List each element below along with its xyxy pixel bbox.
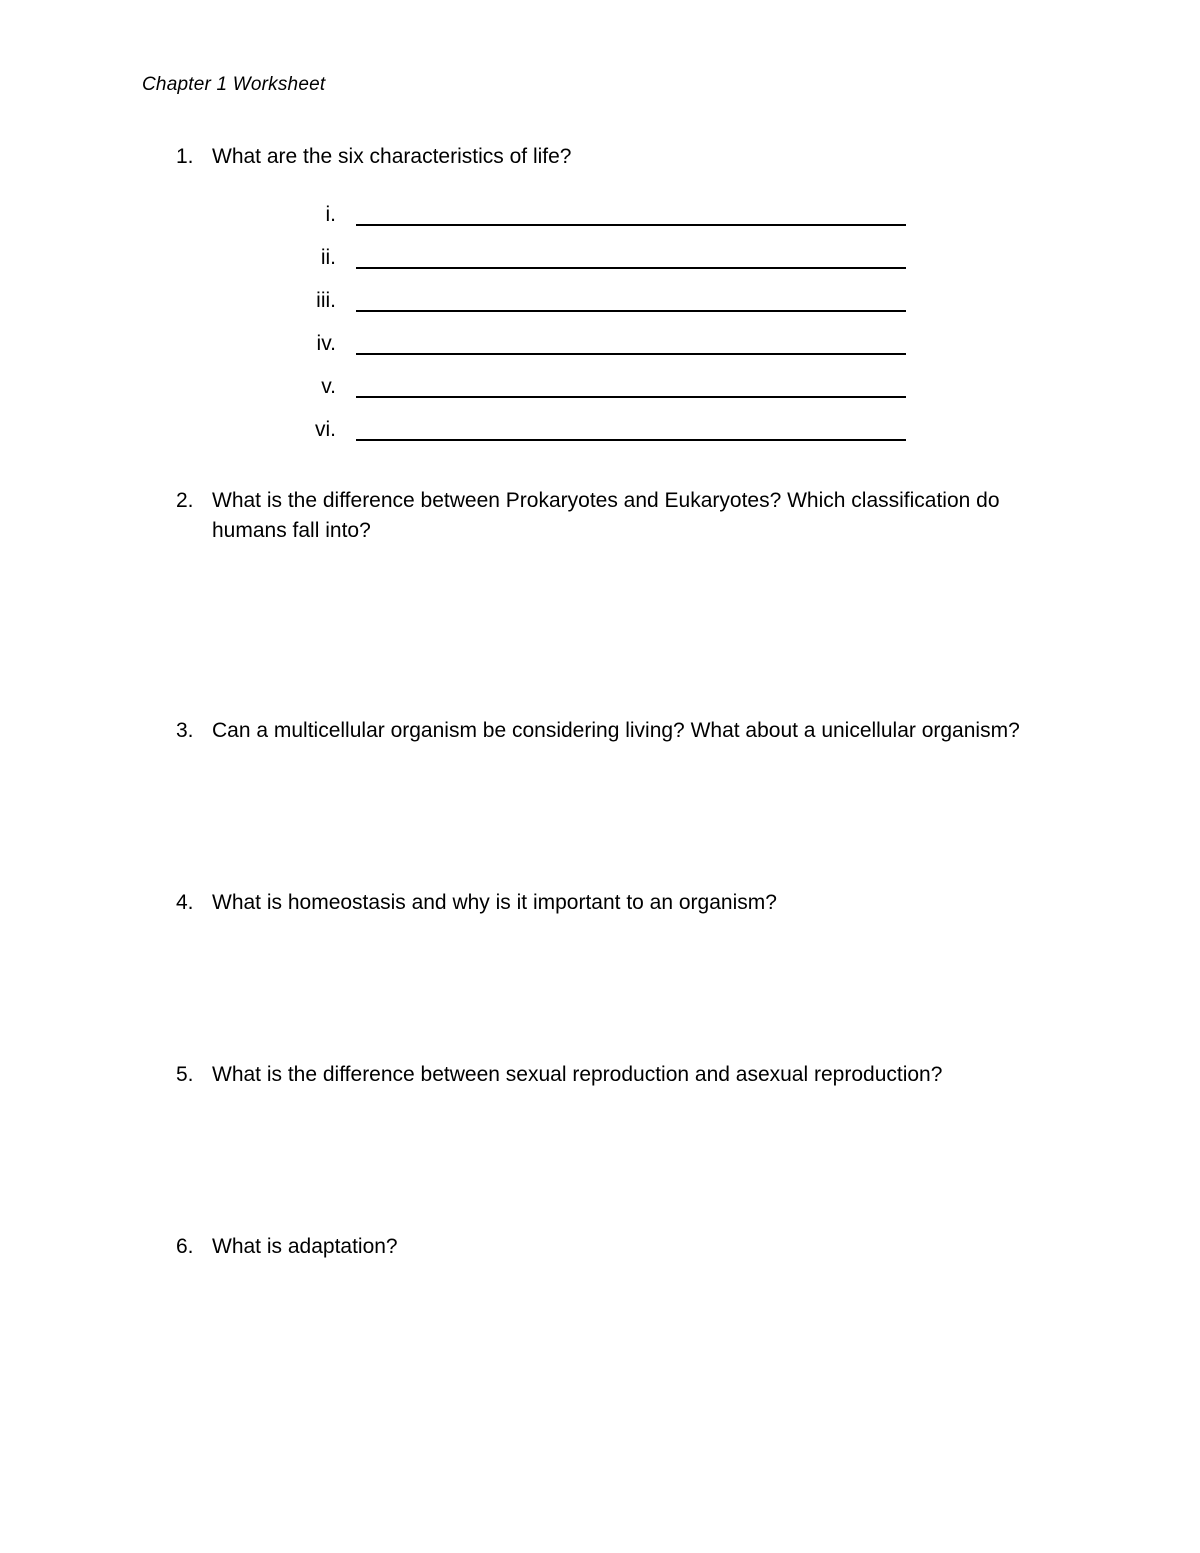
answer-blank-label: iii. [316,289,336,312]
question-1 [176,142,1056,172]
worksheet-title: Chapter 1 Worksheet [142,74,326,95]
question-number: 6. [176,1235,194,1258]
question-number: 3. [176,719,194,742]
question-4 [176,888,1056,918]
answer-blank-label: i. [325,203,336,226]
answer-blank-row [280,243,910,273]
question-6 [176,1232,1056,1262]
question-3 [176,716,1056,746]
question-number: 5. [176,1063,194,1086]
question-2 [176,486,1056,546]
question-text: What are the six characteristics of life? [212,145,572,168]
answer-blank-label: vi. [315,418,336,441]
question-number: 2. [176,489,194,512]
answer-blank-row [280,329,910,359]
answer-blank-line[interactable] [356,396,906,398]
answer-blank-row [280,200,910,230]
answer-blank-row [280,372,910,402]
question-number: 1. [176,145,194,168]
question-5 [176,1060,1056,1090]
answer-blank-label: v. [321,375,336,398]
answer-blank-line[interactable] [356,224,906,226]
question-text: What is the difference between Prokaryotes and Eukaryotes? Which classification do humans fall into? [212,489,1000,542]
answer-blank-row [280,415,910,445]
question-text: What is homeostasis and why is it important to an organism? [212,891,777,914]
answer-blank-line[interactable] [356,310,906,312]
answer-blank-label: ii. [320,246,336,269]
answer-blank-line[interactable] [356,353,906,355]
question-text: What is the difference between sexual reproduction and asexual reproduction? [212,1063,943,1086]
answer-blank-row [280,286,910,316]
answer-blank-line[interactable] [356,267,906,269]
question-number: 4. [176,891,194,914]
question-text: Can a multicellular organism be considering living? What about a unicellular organism? [212,719,1020,742]
answer-blank-label: iv. [316,332,336,355]
question-text: What is adaptation? [212,1235,398,1258]
answer-blank-line[interactable] [356,439,906,441]
